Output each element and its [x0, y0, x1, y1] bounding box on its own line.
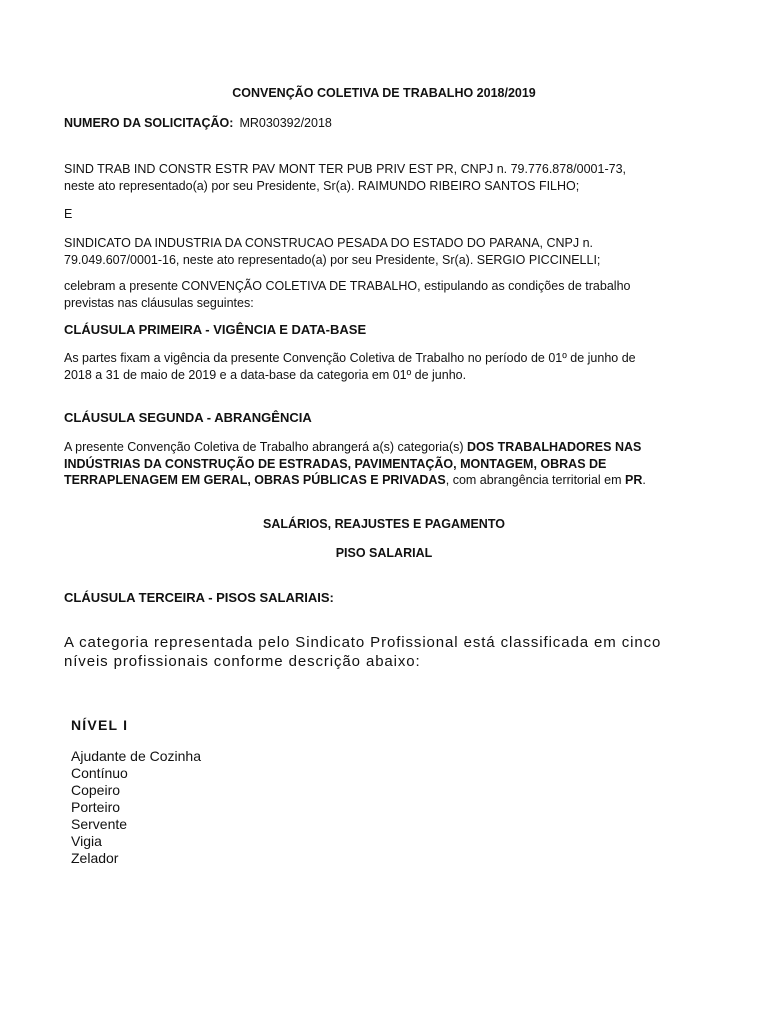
celebram-paragraph	[64, 278, 714, 311]
list-item: Porteiro	[71, 799, 121, 815]
clausula-segunda-heading: CLÁUSULA SEGUNDA - ABRANGÊNCIA	[64, 410, 312, 425]
solicitacao-line	[64, 115, 714, 132]
clausula-terceira-heading: CLÁUSULA TERCEIRA - PISOS SALARIAIS:	[64, 590, 334, 605]
party-employers-line-1: SINDICATO DA INDUSTRIA DA CONSTRUCAO PESADA DO ESTADO DO PARANA, CNPJ n.	[64, 236, 594, 250]
clausula-primeira-text	[64, 350, 714, 383]
celebram-line-1: celebram a presente CONVENÇÃO COLETIVA DE TRABALHO, estipulando as condições de trabalho	[64, 279, 631, 293]
list-item: Zelador	[71, 850, 119, 866]
section-heading-salarios: SALÁRIOS, REAJUSTES E PAGAMENTO	[263, 517, 505, 531]
clausula-segunda-bold-2: INDÚSTRIAS DA CONSTRUÇÃO DE ESTRADAS, PAVIMENTAÇÃO, MONTAGEM, OBRAS DE	[64, 456, 607, 471]
list-item: Vigia	[71, 833, 102, 849]
clausula-segunda-text	[64, 439, 724, 489]
nivel-i-heading: NÍVEL I	[71, 717, 129, 733]
clausula-terceira-line-2: níveis profissionais conforme descrição abaixo:	[64, 653, 421, 670]
list-item: Contínuo	[71, 765, 128, 781]
clausula-primeira-line-1: As partes fixam a vigência da presente Convenção Coletiva de Trabalho no período de 01º de junho de	[64, 351, 636, 365]
party-workers-line-1: SIND TRAB IND CONSTR ESTR PAV MONT TER PUB PRIV EST PR, CNPJ n. 79.776.878/0001-73,	[64, 162, 626, 176]
party-workers-paragraph	[64, 161, 714, 194]
clausula-segunda-intro: A presente Convenção Coletiva de Trabalho abrangerá a(s) categoria(s)	[64, 440, 464, 454]
subsection-heading-piso: PISO SALARIAL	[335, 546, 433, 560]
celebram-line-2: previstas nas cláusulas seguintes:	[64, 295, 254, 310]
solicitacao-value: MR030392/2018	[239, 116, 332, 130]
clausula-segunda-line-1	[64, 439, 724, 456]
clausula-primeira-heading: CLÁUSULA PRIMEIRA - VIGÊNCIA E DATA-BASE	[64, 322, 367, 337]
list-item: Copeiro	[71, 782, 121, 798]
clausula-terceira-text	[64, 633, 704, 671]
conjunction-e: E	[64, 207, 73, 221]
clausula-primeira-line-2: 2018 a 31 de maio de 2019 e a data-base da categoria em 01º de junho.	[64, 367, 467, 382]
clausula-segunda-mid: , com abrangência territorial em	[445, 473, 622, 487]
list-item: Ajudante de Cozinha	[71, 748, 201, 764]
document-title: CONVENÇÃO COLETIVA DE TRABALHO 2018/2019	[232, 86, 536, 100]
solicitacao-label: NUMERO DA SOLICITAÇÃO:	[64, 116, 234, 130]
party-employers-line-2: 79.049.607/0001-16, neste ato representado(a) por seu Presidente, Sr(a). SERGIO PICCINELLI;	[64, 252, 601, 267]
list-item: Servente	[71, 816, 128, 832]
party-workers-line-2: neste ato representado(a) por seu Presidente, Sr(a). RAIMUNDO RIBEIRO SANTOS FILHO;	[64, 178, 580, 193]
clausula-segunda-bold-1: DOS TRABALHADORES NAS	[467, 440, 642, 454]
clausula-segunda-end: .	[642, 473, 646, 487]
party-employers-paragraph	[64, 235, 714, 268]
clausula-segunda-bold-3: TERRAPLENAGEM EM GERAL, OBRAS PÚBLICAS E PRIVADAS	[64, 473, 446, 487]
clausula-terceira-line-1: A categoria representada pelo Sindicato Profissional está classificada em cinco	[64, 634, 662, 651]
clausula-segunda-state: PR	[625, 473, 643, 487]
nivel-i-list	[71, 748, 201, 867]
clausula-segunda-line-3	[64, 472, 724, 489]
